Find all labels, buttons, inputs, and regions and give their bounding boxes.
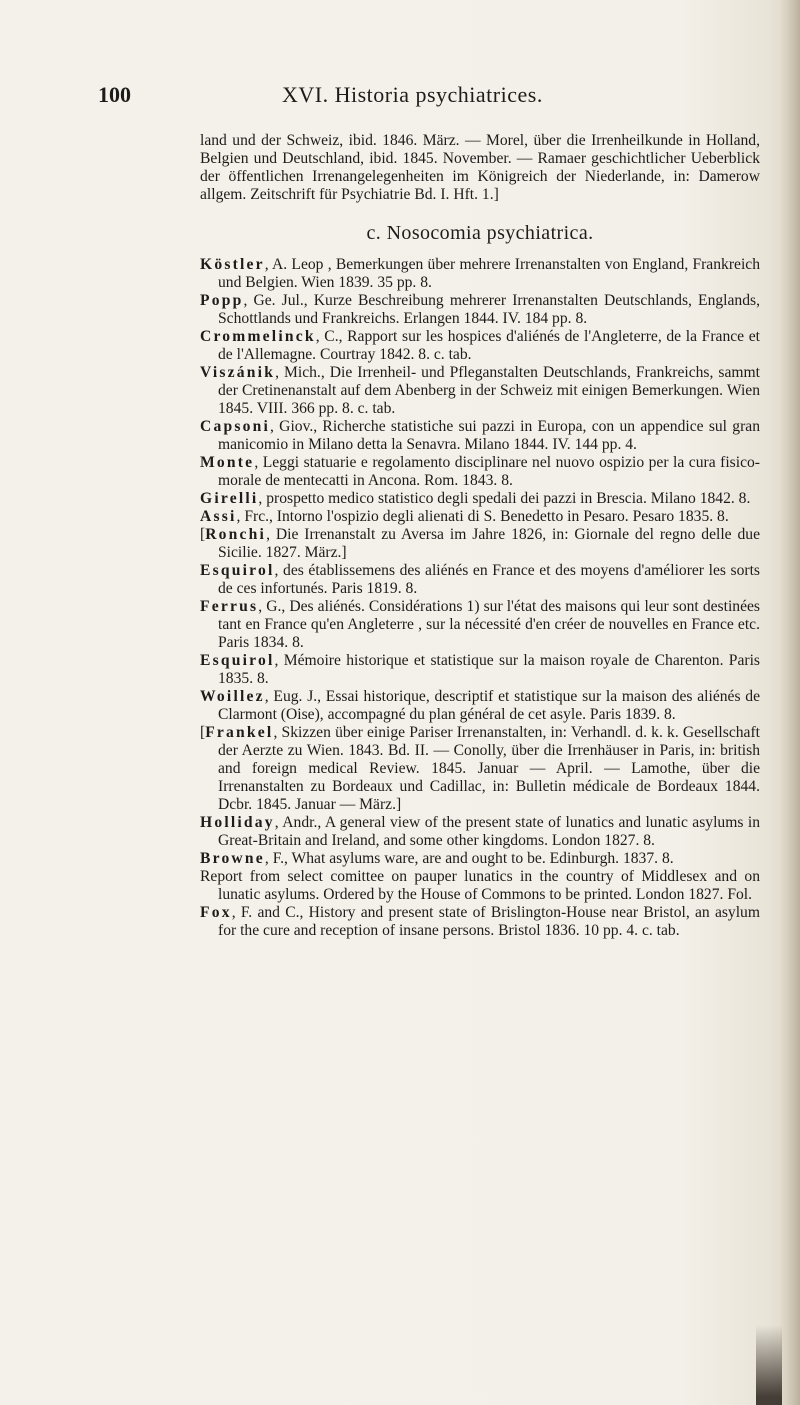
entry-text: , F. and C., History and present state of Brislington-House near Bristol, an asylum for the cure and reception of insane persons. Bristol 1836. 10 pp. 4. c. tab.	[218, 904, 760, 939]
section-title: c. Nosocomia psychiatrica.	[366, 222, 594, 244]
page-edge-shadow	[756, 1325, 782, 1405]
bibliography-entry	[200, 868, 760, 904]
entry-text: Report from select comittee on pauper lunatics in the country of Middlesex and on lunatic asylums. Ordered by the House of Commons to be printed. London 1827. Fol.	[200, 868, 760, 903]
running-title: XVI. Historia psychiatrices.	[282, 82, 543, 107]
bibliography-entry	[200, 454, 760, 490]
bibliography-entry	[200, 526, 760, 562]
entry-text: , Skizzen über einige Pariser Irrenanstalten, in: Verhandl. d. k. k. Gesellschaft der Aerzte zu Wien. 1843. Bd. II. — Conolly, über die Irrenhäuser in Paris, in: british and foreign medical Review. 1845. Januar — April. — Lamothe, über die Irrenanstalten zu Bordeaux und Cadillac, in: Bulletin médicale de Bordeaux 1844. Dcbr. 1845. Januar — März.]	[218, 724, 760, 813]
entry-author: Ronchi	[205, 526, 267, 543]
entry-author: Assi	[200, 508, 237, 525]
entry-author: Girelli	[200, 490, 259, 507]
entry-author: Capsoni	[200, 418, 271, 435]
entry-text: , Frc., Intorno l'ospizio degli alienati di S. Benedetto in Pesaro. Pesaro 1835. 8.	[236, 508, 729, 525]
bibliography-entry	[200, 328, 760, 364]
entry-bracket: [	[200, 526, 206, 543]
entry-author: Esquirol	[200, 562, 275, 579]
bibliography-entry	[200, 418, 760, 454]
entry-text: , F., What asylums ware, are and ought to be. Edinburgh. 1837. 8.	[264, 850, 674, 867]
entry-author: Esquirol	[200, 652, 275, 669]
bibliography-entry	[200, 562, 760, 598]
entry-text: , Andr., A general view of the present state of lunatics and lunatic asylums in Great-Britain and Ireland, and some other kingdoms. London 1827. 8.	[218, 814, 760, 849]
entry-author: Frankel	[205, 724, 274, 741]
bibliography-entry	[200, 688, 760, 724]
entry-text: , Leggi statuarie e regolamento disciplinare nel nuovo ospizio per la cura fisico- morale de mentecatti in Ancona. Rom. 1843. 8.	[218, 454, 760, 489]
entry-author: Popp	[200, 292, 244, 309]
entry-author: Crommelinck	[200, 328, 316, 345]
entry-author: Holliday	[200, 814, 275, 831]
entry-text: , Mich., Die Irrenheil- und Pfleganstalten Deutschlands, Frankreichs, sammt der Cretinenanstalt auf dem Abenberg in der Schweiz mit einigen Bemerkungen. Wien 1845. VIII. 366 pp. 8. c. tab.	[218, 364, 760, 417]
entry-bracket: [	[200, 724, 206, 741]
bibliography-entry	[200, 256, 760, 292]
bibliography-entry	[200, 850, 760, 868]
bibliography-list	[200, 256, 760, 940]
bibliography-entry	[200, 598, 760, 652]
entry-author: Fox	[200, 904, 232, 921]
bibliography-entry	[200, 814, 760, 850]
entry-text: , prospetto medico statistico degli spedali dei pazzi in Brescia. Milano 1842. 8.	[258, 490, 751, 507]
bibliography-entry	[200, 904, 760, 940]
entry-text: , A. Leop , Bemerkungen über mehrere Irrenanstalten von England, Frankreich und Belgien. Wien 1839. 35 pp. 8.	[218, 256, 760, 291]
entry-text: , G., Des aliénés. Considérations 1) sur l'état des maisons qui leur sont destinées tant en France qu'en Angleterre , sur la nécessité d'en créer de nouvelles en France etc. Paris 1834. 8.	[218, 598, 760, 651]
bibliography-entry	[200, 490, 760, 508]
bibliography-entry	[200, 292, 760, 328]
intro-paragraph: land und der Schweiz, ibid. 1846. März. — Morel, über die Irrenheilkunde in Holland, Belgien und Deutschland, ibid. 1845. November. — Ramaer geschichtlicher Ueberblick der öffentlichen Irrenangelegenheiten im Königreich der Niederlande, in: Damerow allgem. Zeitschrift für Psychiatrie Bd. I. Hft. 1.]	[200, 132, 760, 203]
page-content	[200, 132, 760, 940]
entry-author: Browne	[200, 850, 265, 867]
page-header	[98, 82, 738, 114]
entry-author: Woillez	[200, 688, 265, 705]
entry-text: , Die Irrenanstalt zu Aversa im Jahre 1826, in: Giornale del regno delle due Sicilie. 1827. März.]	[218, 526, 760, 561]
entry-author: Monte	[200, 454, 255, 471]
bibliography-entry	[200, 652, 760, 688]
bibliography-entry	[200, 508, 760, 526]
entry-author: Viszánik	[200, 364, 276, 381]
page-edge	[778, 0, 800, 1405]
entry-text: , des établissemens des aliénés en France et des moyens d'améliorer les sorts de ces infortunés. Paris 1819. 8.	[218, 562, 760, 597]
page-number: 100	[98, 82, 131, 107]
entry-text: , Eug. J., Essai historique, descriptif et statistique sur la maison des aliénés de Clarmont (Oise), accompagné du plan général de cet asyle. Paris 1839. 8.	[218, 688, 760, 723]
bibliography-entry	[200, 724, 760, 814]
entry-text: , Ge. Jul., Kurze Beschreibung mehrerer Irrenanstalten Deutschlands, Englands, Schottlands und Frankreichs. Erlangen 1844. IV. 184 pp. 8.	[218, 292, 760, 327]
entry-text: , Mémoire historique et statistique sur la maison royale de Charenton. Paris 1835. 8.	[218, 652, 760, 687]
entry-text: , Giov., Richerche statistiche sui pazzi in Europa, con un appendice sul gran manicomio in Milano detta la Senavra. Milano 1844. IV. 144 pp. 4.	[218, 418, 760, 453]
bibliography-entry	[200, 364, 760, 418]
entry-author: Köstler	[200, 256, 265, 273]
entry-text: , C., Rapport sur les hospices d'aliénés de l'Angleterre, de la France et de l'Allemagne. Courtray 1842. 8. c. tab.	[218, 328, 760, 363]
entry-author: Ferrus	[200, 598, 259, 615]
